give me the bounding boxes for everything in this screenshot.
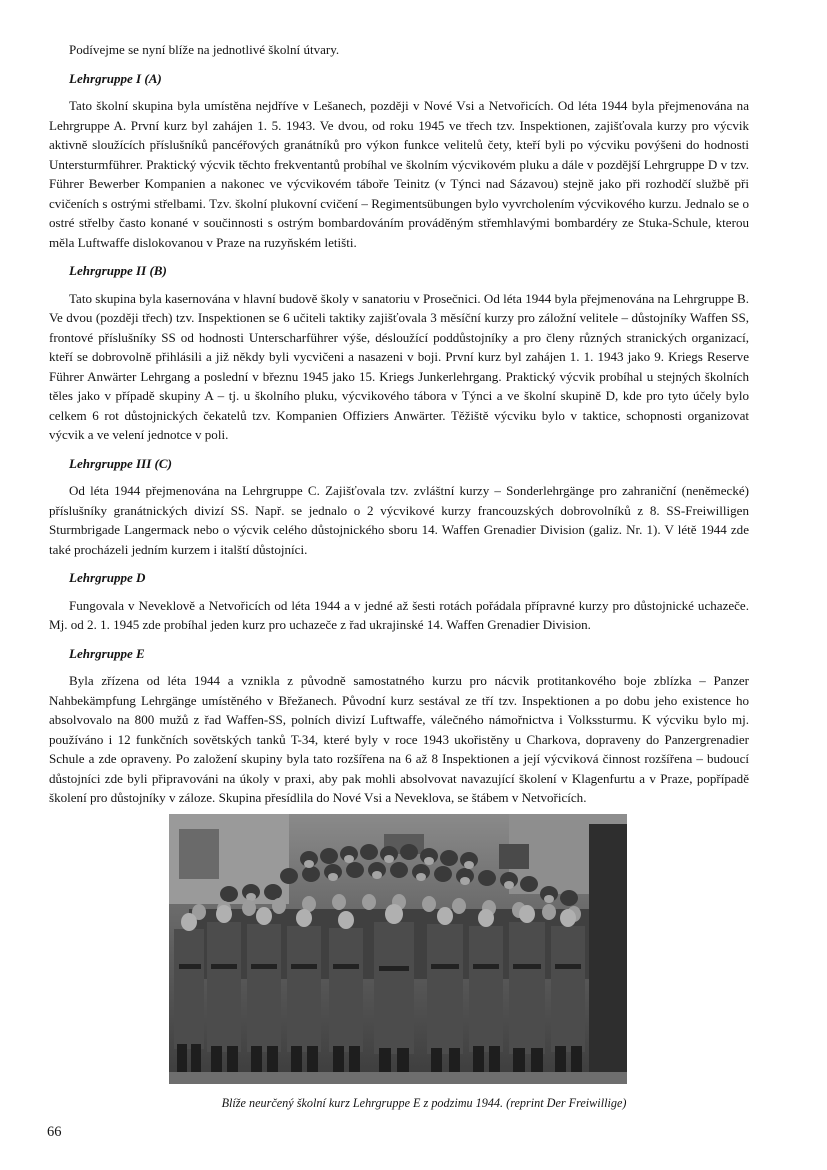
page-number: 66 [47, 1124, 62, 1140]
section-text-lehrgruppe-c: Od léta 1944 přejmenována na Lehrgruppe C. Zajišťovala tzv. zvláštní kurzy – Sonderlehrgänge pro zahraniční (neněmecké) příslušníky granátnických divizí SS. Např. se jednalo o 2 výcvikové kurzy francouzských dobrovolníků z 8. SS-Freiwilligen Sturmbrigade Langermack nebo o výcvik celého důstojnického sboru 14. Waffen Grenadier Division (galiz. Nr. 1). V létě 1944 zde také procházeli jedním kurzem i italští důstojníci. [49, 483, 749, 557]
figure-caption: Blíže neurčený školní kurz Lehrgruppe E z podzimu 1944. (reprint Der Freiwillige) [221, 1096, 627, 1110]
group-photo [169, 814, 627, 1084]
section-heading-lehrgruppe-a: Lehrgruppe I (A) [69, 70, 162, 86]
page-body [49, 40, 749, 808]
intro-paragraph: Podívejme se nyní blíže na jednotlivé školní útvary. [69, 42, 340, 57]
group-photo-illustration [169, 814, 627, 1084]
section-text-lehrgruppe-b: Tato skupina byla kasernována v hlavní budově školy v sanatoriu v Prosečnici. Od léta 1944 byla přejmenována na Lehrgruppe B. Ve dvou (později třech) tzv. Inspektionen se 6 učiteli taktiky zajišťovala 3 měsíční kurzy pro záložní velitele – důstojníky Waffen SS, frontové příslušníky SS od hodnosti Unterscharführer výše, désloužící poddůstojníky a pro členy různých stranických organizací, kteří se dobrovolně přihlásili a již někdy byli vycvičeni a nasazeni v boji. První kurz byl zahájen 1. 1. 1943 jako 9. Kriegs Reserve Führer Anwärter Lehrgang a poslední v březnu 1945 jako 15. Kriegs Junkerlehrgang. Praktický výcvik probíhal u stejných školních těles jako v případě skupiny A – tj. u školního pluku, výcvikového tábora v Týnci a ve školní skupině D, kde pro tyto účely bylo celkem 6 rot důstojnických čekatelů tzv. Kompanien Offiziers Anwärter. Těžiště výcviku bylo v taktice, schopnosti organizovat výcvik a ve velení jednotce v poli. [49, 290, 749, 442]
section-text-lehrgruppe-e: Byla zřízena od léta 1944 a vznikla z původně samostatného kurzu pro nácvik protitankového boje zblízka – Panzer Nahbekämpfung Lehrgänge umístěného v Břežanech. Původní kurz sestával ze tří tzv. Inspektionen a po dobu jeho existence ho absolvovalo na 800 mužů z řad Waffen-SS, polních divizí Luftwaffe, válečného námořnictva i Volkssturmu. K výcviku bylo mj. používáno i 12 funkčních sovětských tanků T-34, které byly v roce 1943 ukořistěny u Charkova, dopraveny do Panzergrenadier Schule a zde opraveny. Po založení skupiny byla tato rozšířena na 6 až 8 Inspektionen a její výcviková činnost rozšířena – budoucí důstojníci zde byli připravováni na úkoly v praxi, aby pak mohli absolvovat navazující školení v Klagenfurtu a v Praze, popřípadě školení pro důstojníky v záloze. Skupina přesídlila do Nové Vsi a Neveklova, se štábem v Netvořicích. [49, 673, 749, 805]
section-text-lehrgruppe-d: Fungovala v Neveklově a Netvořicích od léta 1944 a v jedné až šesti rotách pořádala přípravné kurzy pro důstojnické uchazeče. Mj. od 2. 1. 1945 zde probíhal jeden kurz pro uchazeče z řad ukrajinské 14. Waffen Grenadier Division. [49, 597, 749, 632]
section-text-lehrgruppe-a: Tato školní skupina byla umístěna nejdříve v Lešanech, později v Nové Vsi a Netvořicích. Od léta 1944 byla přejmenována na Lehrgruppe A. První kurz byl zahájen 1. 5. 1943. Ve dvou, od roku 1945 ve třech tzv. Inspektionen, zajišťovala kurzy pro výcvik aktivně sloužících příslušníků pancéřových granátníků pro výkon funkce velitelů čety, kteří byli po výcviku povýšeni do hodnosti Untersturmführer. Praktický výcvik těchto frekventantů probíhal ve školním výcvikovém pluku a dále v pozdější Lehrgruppe D v tzv. Führer Bewerber Kompanien a nakonec ve výcvikovém táboře Teinitz (v Týnci nad Sázavou) stejně jako při rozhodčí službě při cvičeních s ostrými střelbami. Tzv. školní plukovní cvičení – Regimentsübungen bylo vyvrcholením výcvikového kurzu. Jednalo se o ostré střelby často konané v součinnosti s ostrým bombardováním prováděným střemhlavými bombardéry ze Stuka-Schule, kterou měla Luftwaffe dislokovanou v Praze na ruzyňském letišti. [49, 98, 749, 250]
section-heading-lehrgruppe-e: Lehrgruppe E [69, 645, 145, 661]
section-heading-lehrgruppe-b: Lehrgruppe II (B) [69, 263, 167, 278]
section-heading-lehrgruppe-d: Lehrgruppe D [69, 570, 146, 585]
section-heading-lehrgruppe-c: Lehrgruppe III (C) [69, 455, 172, 471]
